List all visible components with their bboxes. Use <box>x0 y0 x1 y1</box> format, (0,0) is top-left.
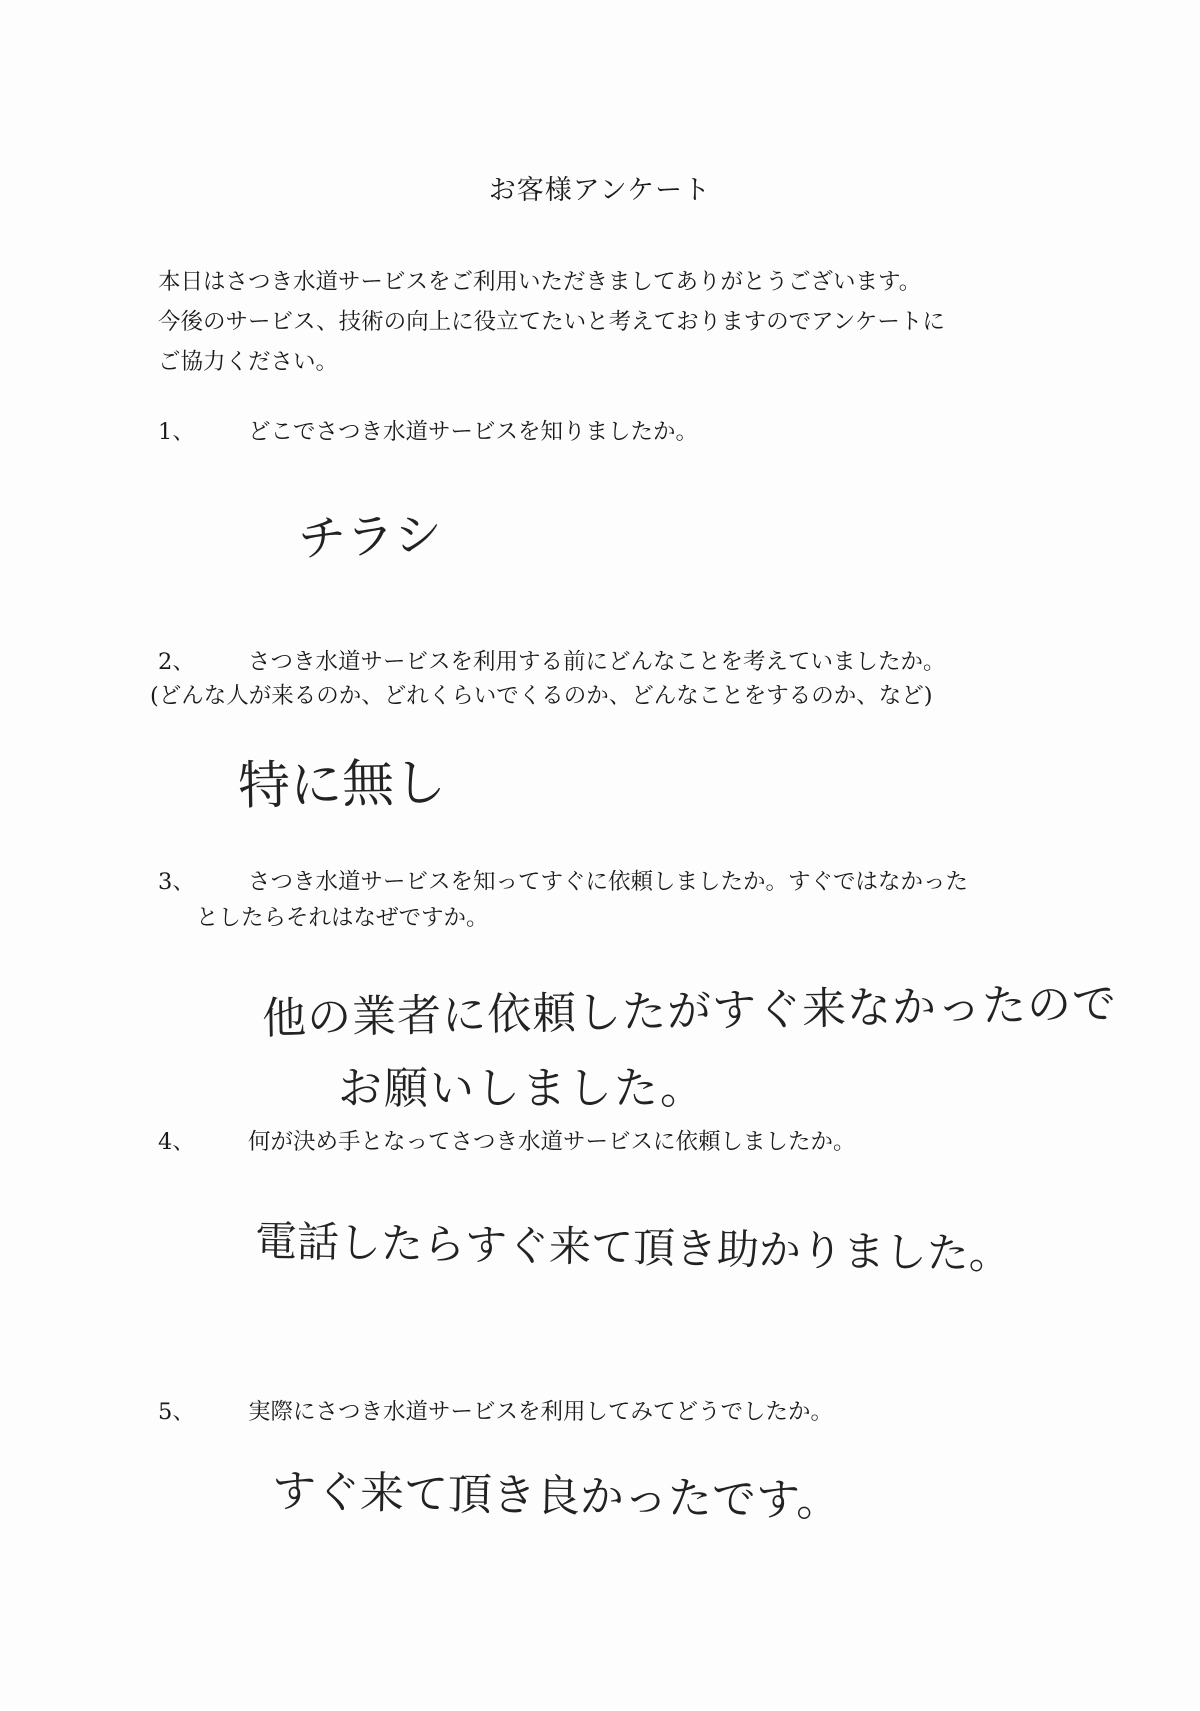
question-2-sub <box>0 676 1200 716</box>
question-text: 何が決め手となってさつき水道サービスに依頼しましたか。 <box>248 1129 856 1155</box>
question-3-sub <box>0 898 1200 938</box>
question-text: さつき水道サービスを知ってすぐに依頼しましたか。すぐではなかった <box>248 869 969 895</box>
question-number: 1、 <box>158 419 195 445</box>
question-number: 5、 <box>158 1399 195 1425</box>
intro-paragraph <box>158 262 1058 382</box>
intro-line: 今後のサービス、技術の向上に役立てたいと考えておりますのでアンケートに <box>158 309 945 335</box>
handwritten-answer-3-line-1: 他の業者に依頼したがすぐ来なかったので <box>261 978 1118 1045</box>
question-text: さつき水道サービスを利用する前にどんなことを考えていましたか。 <box>248 649 946 675</box>
handwritten-answer-4: 電話したらすぐ来て頂き助かりました。 <box>254 1216 1012 1279</box>
handwritten-answer-5: すぐ来て頂き良かったです。 <box>271 1466 841 1527</box>
question-subtext: (どんな人が来るのか、どれくらいでくるのか、どんなことをするのか、など) <box>150 683 933 709</box>
question-1 <box>0 412 1200 452</box>
intro-line: 本日はさつき水道サービスをご利用いただきましてありがとうございます。 <box>158 269 922 295</box>
handwritten-answer-1: チラシ <box>297 506 444 568</box>
question-3 <box>0 862 1200 902</box>
handwritten-answer-3-line-2: お願いしました。 <box>338 1063 706 1114</box>
question-5 <box>0 1392 1200 1432</box>
handwritten-answer-2: 特に無し <box>237 753 447 817</box>
question-number: 3、 <box>158 869 195 895</box>
question-text: 実際にさつき水道サービスを利用してみてどうでしたか。 <box>248 1399 834 1425</box>
question-subtext: としたらそれはなぜですか。 <box>196 905 489 931</box>
question-number: 2、 <box>158 649 195 675</box>
page-title: お客様アンケート <box>488 175 712 206</box>
question-4 <box>0 1122 1200 1162</box>
question-number: 4、 <box>158 1129 195 1155</box>
intro-line: ご協力ください。 <box>158 349 339 375</box>
question-text: どこでさつき水道サービスを知りましたか。 <box>248 419 699 445</box>
